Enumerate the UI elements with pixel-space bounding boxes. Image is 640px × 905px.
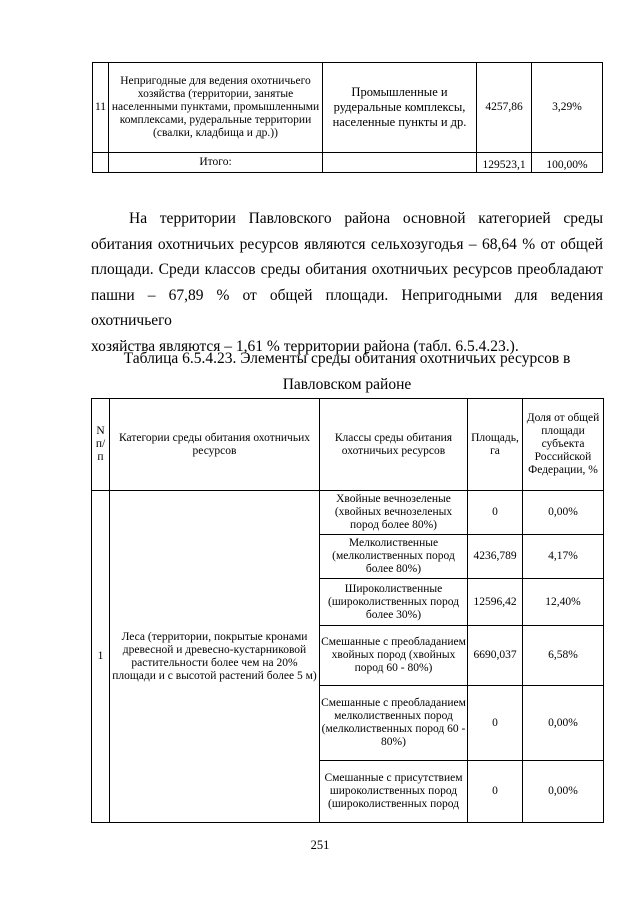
total-share: 100,00% bbox=[532, 153, 603, 173]
caption-line: Таблица 6.5.4.23. Элементы среды обитания охотничьих ресурсов в bbox=[123, 350, 571, 367]
header-area: Площадь, га bbox=[468, 399, 523, 491]
group-category: Леса (территории, покрытые кронами древесной и древесно-кустарниковой растительности более чем на 20% площади и с высотой растений более 5 м) bbox=[110, 491, 320, 823]
area-cell: 0 bbox=[468, 761, 523, 823]
area-cell: 4257,86 bbox=[477, 63, 532, 153]
table-header-row bbox=[92, 399, 604, 491]
caption-line: Павловском районе bbox=[282, 375, 412, 393]
paragraph-line: На территории Павловского района основной категорией среды bbox=[129, 210, 603, 227]
area-cell: 12596,42 bbox=[468, 579, 523, 626]
header-class: Классы среды обитания охотничьих ресурсов bbox=[320, 399, 468, 491]
header-num: N п/п bbox=[92, 399, 110, 491]
row-number: 11 bbox=[93, 63, 109, 153]
body-paragraph bbox=[91, 206, 603, 359]
table-continuation bbox=[92, 62, 603, 173]
share-cell: 3,29% bbox=[532, 63, 603, 153]
area-cell: 0 bbox=[468, 491, 523, 535]
paragraph-line: площади. Среди классов среды обитания охотничьих ресурсов преобладают bbox=[91, 261, 603, 278]
category-cell: Непригодные для ведения охотничьего хозяйства (территории, занятые населенными пунктами, промышленными комплексами, рудеральные территории (свалки, кладбища и др.)) bbox=[109, 63, 323, 153]
class-cell: Мелколиственные (мелколиственных пород более 80%) bbox=[320, 535, 468, 579]
share-cell: 4,17% bbox=[523, 535, 604, 579]
habitat-table bbox=[91, 398, 604, 823]
class-cell: Смешанные с преобладанием хвойных пород (хвойных пород 60 - 80%) bbox=[320, 626, 468, 686]
header-category: Категории среды обитания охотничьих ресурсов bbox=[110, 399, 320, 491]
area-cell: 6690,037 bbox=[468, 626, 523, 686]
share-cell: 0,00% bbox=[523, 761, 604, 823]
group-number: 1 bbox=[92, 491, 110, 823]
total-label: Итого: bbox=[109, 153, 323, 173]
total-class-cell bbox=[323, 153, 477, 173]
total-area: 129523,1 bbox=[477, 153, 532, 173]
class-cell: Промышленные и рудеральные комплексы, населенные пункты и др. bbox=[323, 63, 477, 153]
share-cell: 12,40% bbox=[523, 579, 604, 626]
share-cell: 0,00% bbox=[523, 686, 604, 761]
area-cell: 4236,789 bbox=[468, 535, 523, 579]
table-total-row bbox=[93, 153, 603, 173]
page-number: 251 bbox=[310, 838, 330, 852]
class-cell: Широколиственные (широколиственных пород более 30%) bbox=[320, 579, 468, 626]
class-cell: Смешанные с преобладанием мелколиственных пород (мелколиственных пород 60 - 80%) bbox=[320, 686, 468, 761]
paragraph-line: хозяйства являются – 1,61 % территории района (табл. 6.5.4.23.). bbox=[91, 337, 519, 355]
area-cell: 0 bbox=[468, 686, 523, 761]
paragraph-line: пашни – 67,89 % от общей площади. Непригодными для ведения охотничьего bbox=[91, 286, 603, 329]
header-share: Доля от общей площади субъекта Российской Федерации, % bbox=[523, 399, 604, 491]
share-cell: 6,58% bbox=[523, 626, 604, 686]
table-row bbox=[93, 63, 603, 153]
total-number-cell bbox=[93, 153, 109, 173]
table-caption bbox=[91, 346, 603, 397]
table-row bbox=[92, 491, 604, 535]
class-cell: Смешанные с присутствием широколиственных пород (широколиственных пород bbox=[320, 761, 468, 823]
class-cell: Хвойные вечнозеленые (хвойных вечнозеленых пород более 80%) bbox=[320, 491, 468, 535]
share-cell: 0,00% bbox=[523, 491, 604, 535]
paragraph-line: обитания охотничьих ресурсов являются сельхозугодья – 68,64 % от общей bbox=[91, 235, 603, 253]
